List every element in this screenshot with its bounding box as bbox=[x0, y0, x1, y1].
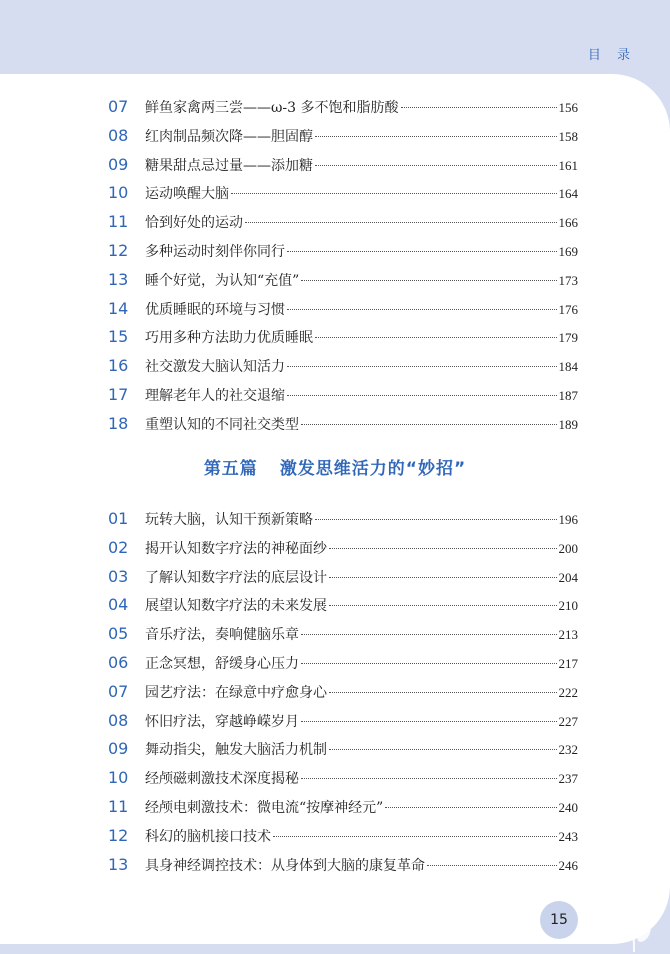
toc-leader-dots bbox=[315, 164, 557, 166]
toc-leader-dots bbox=[329, 691, 557, 693]
toc-entry-number: 13 bbox=[108, 854, 129, 874]
toc-entry-page: 246 bbox=[558, 857, 578, 873]
toc-entry[interactable] bbox=[108, 678, 578, 707]
toc-entry-page: 169 bbox=[558, 243, 578, 259]
toc-entry[interactable] bbox=[108, 295, 578, 324]
toc-entry[interactable] bbox=[108, 208, 578, 237]
toc-entry-number: 16 bbox=[108, 356, 129, 376]
toc-leader-dots bbox=[245, 221, 557, 223]
toc-entry-number: 09 bbox=[108, 154, 129, 174]
toc-entry-number: 14 bbox=[108, 298, 129, 318]
toc-entry-page: 227 bbox=[558, 713, 578, 729]
toc-entry-number: 12 bbox=[108, 825, 129, 845]
toc-leader-dots bbox=[315, 135, 557, 137]
toc-entry-title: 理解老年人的社交退缩 bbox=[145, 387, 285, 404]
toc-entry-number: 01 bbox=[108, 509, 129, 528]
toc-entry-number: 03 bbox=[108, 566, 129, 586]
toc-entry[interactable] bbox=[108, 591, 578, 620]
toc-entry-page: 213 bbox=[558, 627, 578, 643]
toc-entry-title: 鲜鱼家禽两三尝——ω-3 多不饱和脂肪酸 bbox=[145, 100, 399, 116]
toc-entry[interactable] bbox=[108, 822, 578, 851]
toc-entry-title: 睡个好觉，为认知“充值” bbox=[145, 272, 300, 289]
toc-leader-dots bbox=[273, 835, 557, 837]
toc-entry[interactable] bbox=[108, 93, 578, 122]
toc-entry-number: 12 bbox=[108, 240, 129, 260]
toc-entry-title: 重塑认知的不同社交类型 bbox=[145, 416, 299, 433]
toc-entry-title: 多种运动时刻伴你同行 bbox=[145, 243, 285, 260]
toc-entry-number: 09 bbox=[108, 739, 129, 759]
toc-entry[interactable] bbox=[108, 381, 578, 410]
toc-list-section-5 bbox=[108, 505, 578, 879]
toc-leader-dots bbox=[329, 576, 557, 578]
toc-leader-dots bbox=[287, 394, 557, 396]
toc-entry-page: 200 bbox=[558, 540, 578, 556]
leaf-icon bbox=[604, 880, 664, 954]
toc-entry[interactable] bbox=[108, 266, 578, 295]
toc-entry-title: 玩转大脑，认知干预新策略 bbox=[145, 512, 313, 528]
toc-entry-title: 科幻的脑机接口技术 bbox=[145, 828, 271, 845]
toc-entry[interactable] bbox=[108, 323, 578, 352]
toc-entry[interactable] bbox=[108, 410, 578, 439]
toc-entry-title: 社交激发大脑认知活力 bbox=[145, 359, 285, 376]
toc-leader-dots bbox=[301, 279, 556, 281]
toc-entry-number: 06 bbox=[108, 652, 129, 672]
toc-entry-title: 音乐疗法，奏响健脑乐章 bbox=[145, 627, 299, 644]
toc-entry-page: 166 bbox=[558, 215, 578, 231]
toc-entry-page: 243 bbox=[558, 828, 578, 844]
toc-entry[interactable] bbox=[108, 851, 578, 880]
toc-entry-title: 经颅磁刺激技术深度揭秘 bbox=[145, 771, 299, 788]
toc-entry-number: 02 bbox=[108, 537, 129, 557]
toc-leader-dots bbox=[329, 604, 557, 606]
toc-leader-dots bbox=[301, 662, 557, 664]
toc-entry-page: 184 bbox=[558, 359, 578, 375]
toc-leader-dots bbox=[301, 777, 557, 779]
toc-entry-title: 展望认知数字疗法的未来发展 bbox=[145, 598, 327, 615]
toc-entry-title: 巧用多种方法助力优质睡眠 bbox=[145, 330, 313, 347]
toc-entry-page: 232 bbox=[558, 742, 578, 758]
toc-entry-page: 161 bbox=[558, 157, 578, 173]
toc-entry-title: 恰到好处的运动 bbox=[145, 215, 243, 232]
toc-entry-page: 158 bbox=[558, 128, 578, 144]
section-heading bbox=[0, 454, 670, 479]
toc-leader-dots bbox=[301, 720, 557, 722]
toc-entry-number: 08 bbox=[108, 710, 129, 730]
toc-entry-title: 具身神经调控技术：从身体到大脑的康复革命 bbox=[145, 857, 425, 874]
toc-entry-number: 15 bbox=[108, 327, 129, 347]
toc-entry-title: 园艺疗法：在绿意中疗愈身心 bbox=[145, 684, 327, 701]
toc-entry-page: 222 bbox=[558, 684, 578, 700]
toc-entry-page: 173 bbox=[558, 272, 578, 288]
toc-leader-dots bbox=[329, 547, 557, 549]
toc-entry[interactable] bbox=[108, 122, 578, 151]
toc-entry-number: 08 bbox=[108, 125, 129, 145]
toc-entry-title: 怀旧疗法，穿越峥嵘岁月 bbox=[145, 713, 299, 730]
toc-entry[interactable] bbox=[108, 237, 578, 266]
toc-entry-title: 揭开认知数字疗法的神秘面纱 bbox=[145, 540, 327, 557]
toc-entry-title: 糖果甜点忌过量——添加糖 bbox=[145, 157, 313, 174]
toc-entry-page: 189 bbox=[558, 416, 578, 432]
toc-list-previous-section bbox=[108, 93, 578, 439]
toc-entry-number: 05 bbox=[108, 624, 129, 644]
toc-entry[interactable] bbox=[108, 764, 578, 793]
toc-entry-page: 164 bbox=[558, 186, 578, 202]
toc-entry[interactable] bbox=[108, 649, 578, 678]
toc-entry-page: 176 bbox=[558, 301, 578, 317]
toc-entry[interactable] bbox=[108, 793, 578, 822]
toc-entry-title: 正念冥想，舒缓身心压力 bbox=[145, 655, 299, 672]
toc-leader-dots bbox=[401, 106, 557, 108]
section-title: 激发思维活力的“妙招” bbox=[279, 459, 467, 479]
toc-entry[interactable] bbox=[108, 534, 578, 563]
toc-entry[interactable] bbox=[108, 179, 578, 208]
toc-entry-number: 04 bbox=[108, 595, 129, 615]
toc-leader-dots bbox=[301, 423, 557, 425]
toc-entry-title: 优质睡眠的环境与习惯 bbox=[145, 301, 285, 318]
toc-entry-number: 07 bbox=[108, 681, 129, 701]
toc-entry[interactable] bbox=[108, 352, 578, 381]
toc-leader-dots bbox=[301, 633, 557, 635]
toc-entry-number: 18 bbox=[108, 413, 129, 433]
toc-leader-dots bbox=[315, 518, 557, 520]
toc-entry-page: 237 bbox=[558, 771, 578, 787]
toc-entry[interactable] bbox=[108, 151, 578, 180]
toc-leader-dots bbox=[315, 336, 557, 338]
toc-entry-page: 187 bbox=[558, 387, 578, 403]
toc-entry-page: 240 bbox=[558, 799, 578, 815]
toc-leader-dots bbox=[287, 250, 557, 252]
toc-entry-number: 13 bbox=[108, 269, 129, 289]
toc-entry[interactable] bbox=[108, 707, 578, 736]
toc-entry-number: 17 bbox=[108, 384, 129, 404]
toc-leader-dots bbox=[287, 308, 557, 310]
toc-leader-dots bbox=[287, 365, 557, 367]
toc-entry-title: 红肉制品频次降——胆固醇 bbox=[145, 128, 313, 145]
toc-leader-dots bbox=[385, 806, 556, 808]
toc-entry-number: 11 bbox=[108, 212, 129, 232]
toc-entry-page: 217 bbox=[558, 655, 578, 671]
toc-entry-page: 196 bbox=[558, 512, 578, 527]
toc-entry-number: 10 bbox=[108, 768, 129, 788]
toc-entry[interactable] bbox=[108, 563, 578, 592]
toc-entry[interactable] bbox=[108, 620, 578, 649]
page-number: 15 bbox=[550, 912, 568, 928]
toc-entry-title: 舞动指尖，触发大脑活力机制 bbox=[145, 742, 327, 759]
header-title: 目 录 bbox=[587, 48, 636, 63]
page-number-badge bbox=[540, 901, 578, 939]
toc-entry-page: 204 bbox=[558, 569, 578, 585]
toc-entry-title: 运动唤醒大脑 bbox=[145, 186, 229, 203]
toc-leader-dots bbox=[329, 748, 557, 750]
toc-leader-dots bbox=[427, 864, 557, 866]
toc-entry-page: 210 bbox=[558, 598, 578, 614]
toc-entry-title: 了解认知数字疗法的底层设计 bbox=[145, 569, 327, 586]
toc-entry-number: 07 bbox=[108, 97, 129, 116]
toc-entry[interactable] bbox=[108, 735, 578, 764]
section-label: 第五篇 bbox=[203, 459, 258, 479]
toc-entry-number: 11 bbox=[108, 796, 129, 816]
toc-entry-page: 179 bbox=[558, 330, 578, 346]
toc-entry-page: 156 bbox=[558, 100, 578, 115]
toc-entry[interactable] bbox=[108, 505, 578, 534]
toc-entry-title: 经颅电刺激技术：微电流“按摩神经元” bbox=[145, 799, 384, 816]
toc-leader-dots bbox=[231, 192, 557, 194]
toc-entry-number: 10 bbox=[108, 183, 129, 203]
